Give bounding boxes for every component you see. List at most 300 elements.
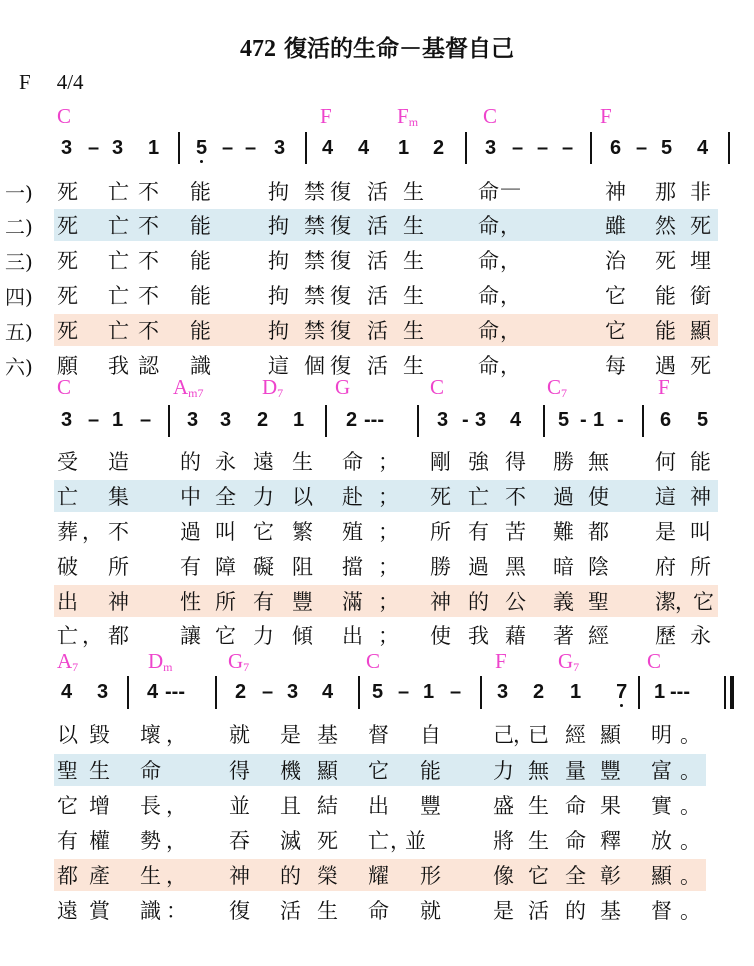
lyric-char: ， xyxy=(500,354,521,378)
lyric-char: 藉 xyxy=(505,624,526,648)
lyric-char: 復 xyxy=(229,899,250,923)
lyric-char: 彰 xyxy=(600,864,621,888)
lyric-char: 亡 xyxy=(108,319,129,343)
lyric-char: 識 xyxy=(190,354,211,378)
lyric-char: 生 xyxy=(292,450,313,474)
lyric-char: 所 xyxy=(215,590,236,614)
lyric-char: 。 xyxy=(680,759,701,783)
lyric-char: 經 xyxy=(565,723,586,747)
barline xyxy=(417,405,419,437)
chord-quality: 7 xyxy=(243,660,250,674)
chord-root: A xyxy=(57,649,73,673)
lyric-char: 所 xyxy=(430,520,451,544)
lyric-char: 所 xyxy=(690,555,711,579)
jianpu-note: 4 xyxy=(61,681,73,703)
lyric-char: 死 xyxy=(57,214,78,238)
lyric-char: 能 xyxy=(690,450,711,474)
lyric-char: 中 xyxy=(180,485,201,509)
lyric-char: 像 xyxy=(493,864,514,888)
lyric-char: 復 xyxy=(330,354,351,378)
jianpu-note: 2 xyxy=(346,409,358,431)
lyric-char: 且 xyxy=(280,794,301,818)
lyric-char: 復 xyxy=(330,249,351,273)
lyric-char: 它 xyxy=(368,759,389,783)
chord-symbol xyxy=(57,375,71,400)
chord-root: C xyxy=(483,104,498,128)
lyric-char: 個 xyxy=(304,354,325,378)
lyric-char: 就 xyxy=(420,899,441,923)
lyric-char: 聖 xyxy=(57,759,78,783)
lyric-char: 。 xyxy=(680,794,701,818)
lyric-char: 增 xyxy=(89,794,110,818)
lyric-char: 復 xyxy=(330,284,351,308)
chord-symbol xyxy=(558,649,579,675)
lyric-char: 殖 xyxy=(342,520,363,544)
lyric-char: 。 xyxy=(680,864,701,888)
chord-root: A xyxy=(173,375,189,399)
lyric-char: 障 xyxy=(215,555,236,579)
lyric-char: 復 xyxy=(330,214,351,238)
lyric-char: 果 xyxy=(600,794,621,818)
lyric-char: ， xyxy=(166,829,187,853)
lyric-char: 無 xyxy=(588,450,609,474)
barline xyxy=(215,676,217,709)
lyric-char: 。 xyxy=(680,899,701,923)
jianpu-note: 1 xyxy=(112,409,124,431)
jianpu-note: 3 xyxy=(497,681,509,703)
lyric-char: 拘 xyxy=(268,214,289,238)
jianpu-note: 1 xyxy=(293,409,305,431)
lyric-char: 勢 xyxy=(140,829,161,853)
lyric-char: 亡 xyxy=(57,624,78,648)
lyric-char: 生 xyxy=(403,354,424,378)
chord-root: C xyxy=(57,104,72,128)
jianpu-note: – xyxy=(140,409,152,431)
lyric-char: 遠 xyxy=(57,899,78,923)
chord-symbol xyxy=(483,104,497,129)
lyric-char: 的 xyxy=(565,899,586,923)
chord-symbol xyxy=(397,104,418,130)
key-signature xyxy=(19,70,84,95)
lyric-char: 盛 xyxy=(493,794,514,818)
hymn-title xyxy=(0,30,754,63)
chord-quality: m xyxy=(163,660,173,674)
lyric-char: 神 xyxy=(605,180,626,204)
lyric-char: 勝 xyxy=(553,450,574,474)
chord-root: D xyxy=(148,649,164,673)
lyric-char: 命 xyxy=(478,319,499,343)
chord-quality: m7 xyxy=(188,386,204,400)
lyric-char: 暗 xyxy=(553,555,574,579)
jianpu-note: 2 xyxy=(235,681,247,703)
chord-root: D xyxy=(262,375,278,399)
lyric-char: 這 xyxy=(655,485,676,509)
lyric-char: 命 xyxy=(478,214,499,238)
jianpu-note: 3 xyxy=(485,137,497,159)
jianpu-note: 5 xyxy=(697,409,709,431)
chord-quality: 7 xyxy=(72,660,79,674)
lyric-char: ； xyxy=(378,450,399,474)
lyric-char: 勝 xyxy=(430,555,451,579)
jianpu-note: – xyxy=(636,137,648,159)
chord-symbol xyxy=(173,375,204,401)
barline xyxy=(728,132,730,164)
lyric-char: 拘 xyxy=(268,180,289,204)
lyric-char: ， xyxy=(82,520,103,544)
lyric-char: 出 xyxy=(57,590,78,614)
jianpu-note: – xyxy=(450,681,462,703)
lyric-char: 命 xyxy=(368,899,389,923)
lyric-char: 產 xyxy=(89,864,110,888)
lyric-char: ， xyxy=(500,319,521,343)
lyric-char: 力 xyxy=(253,624,274,648)
lyric-char: 遠 xyxy=(253,450,274,474)
barline xyxy=(590,132,592,164)
lyric-char: 有 xyxy=(57,829,78,853)
chord-root: C xyxy=(366,649,381,673)
verse-label: 四) xyxy=(5,285,33,309)
lyric-char: 歷 xyxy=(655,624,676,648)
lyric-char: 是 xyxy=(493,899,514,923)
lyric-char: 我 xyxy=(468,624,489,648)
jianpu-note: 1 xyxy=(423,681,435,703)
chord-symbol xyxy=(366,649,380,674)
lyric-char: 活 xyxy=(280,899,301,923)
lyric-char: 亡 xyxy=(368,829,389,853)
jianpu-note: --- xyxy=(165,681,185,703)
jianpu-note: 3 xyxy=(287,681,299,703)
hymn-number: 472 xyxy=(240,36,276,62)
barline xyxy=(305,132,307,164)
lyric-char: 造 xyxy=(108,450,129,474)
chord-symbol xyxy=(57,104,71,129)
chord-quality: m xyxy=(408,115,419,129)
barline xyxy=(325,405,327,437)
lyric-char: 壞 xyxy=(140,723,161,747)
lyric-char: 毀 xyxy=(89,723,110,747)
lyric-char: 活 xyxy=(367,354,388,378)
lyric-char: 拘 xyxy=(268,249,289,273)
jianpu-note: – xyxy=(512,137,524,159)
jianpu-note: – xyxy=(262,681,274,703)
lyric-char: 命 xyxy=(478,180,499,204)
lyric-char: 讓 xyxy=(180,624,201,648)
chord-root: F xyxy=(658,375,670,399)
lyric-char: 都 xyxy=(57,864,78,888)
lyric-char: 礙 xyxy=(253,555,274,579)
lyric-char: 生 xyxy=(89,759,110,783)
lyric-char: 神 xyxy=(430,590,451,614)
lyric-char: 不 xyxy=(505,485,526,509)
lyric-char: 公 xyxy=(505,590,526,614)
barline xyxy=(642,405,644,437)
lyric-char: 它 xyxy=(605,284,626,308)
lyric-char: 使 xyxy=(588,485,609,509)
chord-symbol xyxy=(228,649,249,675)
lyric-char: 亡 xyxy=(108,180,129,204)
jianpu-note: – xyxy=(222,137,234,159)
lyric-char: 禁 xyxy=(304,214,325,238)
lyric-char: 以 xyxy=(57,723,78,747)
jianpu-note: 3 xyxy=(97,681,109,703)
lyric-char: ； xyxy=(378,624,399,648)
barline xyxy=(178,132,180,164)
jianpu-note: 3 xyxy=(112,137,124,159)
lyric-char: 命 xyxy=(565,829,586,853)
jianpu-note: 4 xyxy=(697,137,709,159)
lyric-char: 並 xyxy=(405,829,426,853)
lyric-char: 生 xyxy=(403,214,424,238)
lyric-char: 不 xyxy=(138,284,159,308)
lyric-char: ， xyxy=(166,723,187,747)
lyric-char: 繁 xyxy=(292,520,313,544)
lyric-char: ； xyxy=(378,520,399,544)
jianpu-note: 7 xyxy=(616,681,628,703)
lyric-char: 每 xyxy=(605,354,626,378)
chord-quality: 7 xyxy=(561,386,568,400)
verse-label: 六) xyxy=(5,355,33,379)
lyric-char: 拘 xyxy=(268,284,289,308)
jianpu-note: 3 xyxy=(61,137,73,159)
jianpu-note: - xyxy=(462,409,469,431)
lyric-char: 命 xyxy=(565,794,586,818)
lyric-char: 顯 xyxy=(600,723,621,747)
lyric-char: 活 xyxy=(367,319,388,343)
lyric-char: 吞 xyxy=(229,829,250,853)
lyric-char: 受 xyxy=(57,450,78,474)
chord-root: F xyxy=(495,649,507,673)
barline xyxy=(168,405,170,437)
verse-label: 二) xyxy=(5,215,33,239)
lyric-char: 難 xyxy=(553,520,574,544)
lyric-char: 顯 xyxy=(651,864,672,888)
chord-quality: 7 xyxy=(277,386,284,400)
verse-label: 一) xyxy=(5,181,33,205)
lyric-char: 傾 xyxy=(292,624,313,648)
lyric-char: 是 xyxy=(655,520,676,544)
barline xyxy=(465,132,467,164)
lyric-char: 己 xyxy=(493,723,514,747)
lyric-char: 生 xyxy=(528,794,549,818)
jianpu-note: 4 xyxy=(510,409,522,431)
lyric-char: 富 xyxy=(651,759,672,783)
lyric-char: 能 xyxy=(190,319,211,343)
chord-root: F xyxy=(600,104,612,128)
lyric-char: 出 xyxy=(342,624,363,648)
lyric-char: 不 xyxy=(138,319,159,343)
lyric-char: 形 xyxy=(420,864,441,888)
lyric-char: 陰 xyxy=(588,555,609,579)
jianpu-note: 3 xyxy=(220,409,232,431)
lyric-char: 力 xyxy=(253,485,274,509)
jianpu-note: – xyxy=(398,681,410,703)
jianpu-note: 1 xyxy=(593,409,605,431)
jianpu-note: – xyxy=(537,137,549,159)
lyric-char: 全 xyxy=(215,485,236,509)
lyric-char: 滿 xyxy=(342,590,363,614)
chord-root: C xyxy=(547,375,562,399)
lyric-char: 顯 xyxy=(690,319,711,343)
lyric-char: 不 xyxy=(138,214,159,238)
jianpu-note: 3 xyxy=(475,409,487,431)
lyric-char: 死 xyxy=(57,284,78,308)
lyric-char: 生 xyxy=(403,180,424,204)
lyric-char: 榮 xyxy=(317,864,338,888)
lyric-char: 使 xyxy=(430,624,451,648)
lyric-char: 它 xyxy=(57,794,78,818)
chord-symbol xyxy=(600,104,612,129)
lyric-char: 亡 xyxy=(108,249,129,273)
lyric-char: 埋 xyxy=(690,249,711,273)
lyric-char: 有 xyxy=(468,520,489,544)
jianpu-note: – xyxy=(245,137,257,159)
lyric-char: 不 xyxy=(138,249,159,273)
lyric-char: 永 xyxy=(690,624,711,648)
lyric-char: 並 xyxy=(229,794,250,818)
lyric-char: 放 xyxy=(651,829,672,853)
lyric-char: 潔 xyxy=(655,590,676,614)
lyric-char: 苦 xyxy=(505,520,526,544)
lyric-char: ， xyxy=(500,284,521,308)
lyric-char: 將 xyxy=(493,829,514,853)
lyric-char: 的 xyxy=(180,450,201,474)
lyric-char: 滅 xyxy=(280,829,301,853)
jianpu-note: 3 xyxy=(274,137,286,159)
lyric-char: 它 xyxy=(605,319,626,343)
lyric-char: 阻 xyxy=(292,555,313,579)
chord-symbol xyxy=(547,375,567,401)
chord-symbol xyxy=(320,104,332,129)
lyric-char: 命 xyxy=(478,249,499,273)
lyric-char: 能 xyxy=(420,759,441,783)
lyric-char: 死 xyxy=(430,485,451,509)
lyric-char: 府 xyxy=(655,555,676,579)
lyric-char: 自 xyxy=(420,723,441,747)
lyric-char: 所 xyxy=(108,555,129,579)
lyric-char: 明 xyxy=(651,723,672,747)
lyric-char: 有 xyxy=(180,555,201,579)
lyric-char: 集 xyxy=(108,485,129,509)
lyric-char: 豐 xyxy=(420,794,441,818)
lyric-char: 都 xyxy=(108,624,129,648)
jianpu-note: 5 xyxy=(372,681,384,703)
lyric-char: 。 xyxy=(680,829,701,853)
lyric-char: 死 xyxy=(655,249,676,273)
lyric-char: 亡 xyxy=(108,214,129,238)
jianpu-note: --- xyxy=(670,681,690,703)
lyric-char: 死 xyxy=(317,829,338,853)
jianpu-note: 3 xyxy=(61,409,73,431)
lyric-char: 願 xyxy=(57,354,78,378)
lyric-char: 得 xyxy=(229,759,250,783)
lyric-char: 認 xyxy=(138,354,159,378)
lyric-char: 釋 xyxy=(600,829,621,853)
lyric-char: 這 xyxy=(268,354,289,378)
chord-symbol xyxy=(495,649,507,674)
lyric-char: 永 xyxy=(215,450,236,474)
lyric-char: ： xyxy=(166,899,187,923)
lyric-char: 它 xyxy=(693,590,714,614)
lyric-char: 性 xyxy=(180,590,201,614)
lyric-char: 生 xyxy=(317,899,338,923)
lyric-char: 耀 xyxy=(368,864,389,888)
lyric-char: 禁 xyxy=(304,180,325,204)
final-barline xyxy=(730,676,734,709)
lyric-char: 銜 xyxy=(690,284,711,308)
lyric-char: 活 xyxy=(367,180,388,204)
lyric-char: 命 xyxy=(342,450,363,474)
lyric-char: ， xyxy=(166,864,187,888)
chord-root: F xyxy=(320,104,332,128)
lyric-char: 是 xyxy=(280,723,301,747)
jianpu-note: 3 xyxy=(437,409,449,431)
lyric-char: 活 xyxy=(367,214,388,238)
jianpu-note: 5 xyxy=(196,137,208,159)
lyric-char: 義 xyxy=(553,590,574,614)
lyric-char: 出 xyxy=(368,794,389,818)
lyric-char: 以 xyxy=(292,485,313,509)
lyric-char: ， xyxy=(390,829,411,853)
lyric-char: 復 xyxy=(330,180,351,204)
lyric-char: 死 xyxy=(57,319,78,343)
time-signature: 4/4 xyxy=(56,70,84,94)
lyric-char: 神 xyxy=(229,864,250,888)
jianpu-note: 2 xyxy=(433,137,445,159)
lyric-char: 能 xyxy=(190,180,211,204)
jianpu-note: 5 xyxy=(661,137,673,159)
lyric-char: 禁 xyxy=(304,319,325,343)
jianpu-note: 2 xyxy=(257,409,269,431)
lyric-char: 禁 xyxy=(304,249,325,273)
lyric-char: 強 xyxy=(468,450,489,474)
lyric-char: 它 xyxy=(215,624,236,648)
lyric-char: 不 xyxy=(108,520,129,544)
lyric-char: 生 xyxy=(403,249,424,273)
lyric-char: 不 xyxy=(138,180,159,204)
chord-symbol xyxy=(647,649,661,674)
lyric-char: 賞 xyxy=(89,899,110,923)
lyric-char: 活 xyxy=(367,249,388,273)
lyric-char: 生 xyxy=(528,829,549,853)
lyric-char: 著 xyxy=(553,624,574,648)
lyric-char: 死 xyxy=(690,354,711,378)
lyric-char: 就 xyxy=(229,723,250,747)
lyric-char: 的 xyxy=(280,864,301,888)
verse-label: 五) xyxy=(5,320,33,344)
lyric-char: 機 xyxy=(280,759,301,783)
lyric-char: 力 xyxy=(493,759,514,783)
lyric-char: 破 xyxy=(57,555,78,579)
lyric-char: 已 xyxy=(528,723,549,747)
lyric-char: 然 xyxy=(655,214,676,238)
lyric-char: 禁 xyxy=(304,284,325,308)
lyric-char: — xyxy=(500,176,521,200)
jianpu-note: 6 xyxy=(610,137,622,159)
chord-root: G xyxy=(335,375,351,399)
lyric-char: 拘 xyxy=(268,319,289,343)
barline xyxy=(724,676,726,709)
lyric-char: ； xyxy=(378,555,399,579)
lyric-char: 基 xyxy=(317,723,338,747)
jianpu-note: 4 xyxy=(322,137,334,159)
jianpu-note: 1 xyxy=(654,681,666,703)
lyric-char: 活 xyxy=(367,284,388,308)
lyric-char: 赴 xyxy=(342,485,363,509)
chord-root: C xyxy=(430,375,445,399)
barline xyxy=(480,676,482,709)
chord-symbol xyxy=(335,375,350,400)
lyric-char: 經 xyxy=(588,624,609,648)
